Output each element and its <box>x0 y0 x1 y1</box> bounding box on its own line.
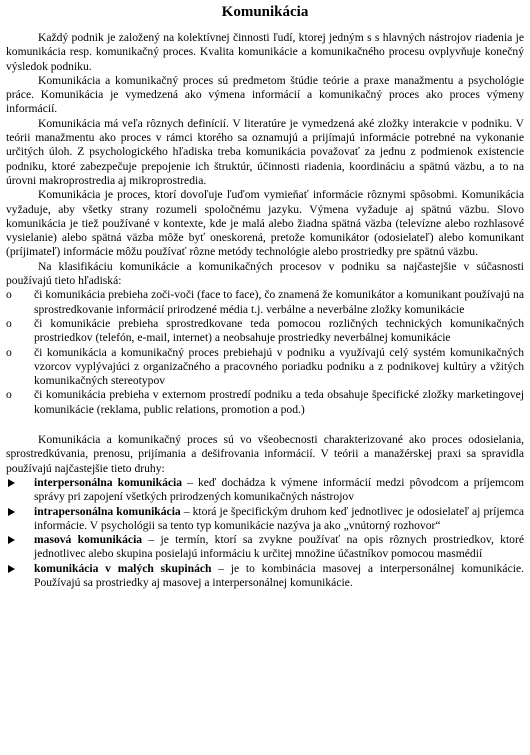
classification-list <box>6 288 524 417</box>
list-item <box>6 476 524 505</box>
type-term: masová komunikácia <box>34 533 143 547</box>
list-item-text: či komunikácia prebieha zoči-voči (face to face), čo znamená že komunikátor a komunikant používajú na sprostredkovanie informácií prirodzené média t.j. verbálne a neverbálne zložky komunikácie <box>34 288 524 316</box>
list-item <box>6 562 524 591</box>
type-term: interpersonálna komunikácia <box>34 475 183 489</box>
list-bullet-marker: o <box>6 288 12 302</box>
list-item <box>6 388 524 417</box>
arrow-bullet-icon <box>8 536 15 544</box>
arrow-bullet-icon <box>8 508 15 516</box>
type-term: komunikácia v malých skupinách <box>34 561 212 575</box>
document-title: Komunikácia <box>221 4 309 20</box>
paragraph-6: Komunikácia a komunikačný proces sú vo všeobecnosti charakterizované ako proces odosielania, sprostredkúvania, prenosu, prijímania a dešifrovania informácií. V teórii a manažérskej praxi sa spravidla používajú najčastejšie tieto druhy: <box>6 433 524 475</box>
paragraph-3: Komunikácia má veľa rôznych definícií. V literatúre je vymedzená aké zložky interakcie v podniku. V teórii manažmentu ako proces v rámci ktorého sa oznamujú a prijímajú informácie potrebné na vykonanie určitých úloh. Z psychologického hľadiska treba komunikácia považovať za jednu z podmienok existencie podniku, ktoré zabezpečuje prepojenie ich štruktúr, účinnosti riadenia, koordináciu a spätnú väzbu, a to na úrovni makroprostredia aj mikroprostredia. <box>6 116 524 187</box>
list-item <box>6 505 524 534</box>
list-item <box>6 288 524 317</box>
type-description: – je to kombinácia masovej a interpersonálnej komunikácie. Používajú sa prostriedky aj masovej a interpersonálnej komunikácie. <box>34 561 524 589</box>
type-term: intrapersonálna komunikácia <box>34 504 181 518</box>
paragraph-4: Komunikácia je proces, ktorí dovoľuje ľuďom vymieňať informácie rôznymi spôsobmi. Komunikácia vyžaduje, aby všetky strany rozumeli spoločnému jazyku. Výmena vyžaduje aj spätnú väzbu. Slovo komunikácia je tiež používané v kontexte, kde je malá alebo žiadna spätná väzba (televízne alebo rozhlasové vysielanie) alebo spätná väzba môže byť oneskorená, pretože komunikátor (odosielateľ) alebo komunikant (príjimateľ) informácie môžu používať rôzne metódy technológie alebo prostriedky pre spätnú väzbu. <box>6 188 524 259</box>
paragraph-1: Každý podnik je založený na kolektívnej činnosti ľudí, ktorej jedným s s hlavných nástrojov riadenia je komunikácia resp. komunikačný proces. Kvalita komunikácie a komunikačného procesu ovplyvňuje konečný výsledok podniku. <box>6 31 524 73</box>
list-item <box>6 317 524 346</box>
list-bullet-marker: o <box>6 316 12 330</box>
spacer <box>6 417 524 433</box>
arrow-bullet-icon <box>8 479 15 487</box>
list-item-text: či komunikácie prebieha sprostredkovane teda pomocou rozličných technických komunikačných prostriedkov (telefón, e-mail, internet) a neobsahuje prostriedky neverbálnej komunikácie <box>34 316 524 345</box>
list-bullet-marker: o <box>6 345 12 359</box>
type-description: – ktorá je špecifickým druhom keď jednotlivec je odosielateľ aj príjemca informácie. V psychológii sa tento typ komunikácie nazýva ja ako „vnútorný rozhovor“ <box>34 504 524 532</box>
list-item-text: či komunikácia prebieha v externom prostredí podniku a teda obsahuje špecifické zložky marketingovej komunikácie (reklama, public relations, promotion a pod.) <box>34 388 524 416</box>
list-item-text: či komunikácia a komunikačný proces prebiehajú v podniku a využívajú celý systém komunikačných vzorcov vyplývajúci z organizačného a pracovného poriadku podniku a z podnikovej kultúry a vžitých komunikačných stereotypov <box>34 345 524 388</box>
arrow-bullet-icon <box>8 565 15 573</box>
list-item <box>6 346 524 389</box>
paragraph-5: Na klasifikáciu komunikácie a komunikačných procesov v podniku sa najčastejšie v súčasnosti používajú tieto hľadiská: <box>6 259 524 288</box>
type-description: – je termín, ktorí sa zvykne používať na opis rôznych prostriedkov, ktoré jednotlivec alebo skupina posielajú informáciu k určitej množine účastníkov pomocou masmédií <box>34 533 524 561</box>
list-bullet-marker: o <box>6 388 12 402</box>
paragraph-2: Komunikácia a komunikačný proces sú predmetom štúdie teórie a praxe manažmentu a psychológie práce. Komunikácia je vymedzená ako výmena informácií a komunikačný proces ako proces výmeny informácií. <box>6 73 524 116</box>
list-item <box>6 533 524 562</box>
communication-types-list <box>6 476 524 590</box>
type-description: – keď dochádza k výmene informácií medzi pôvodcom a príjemcom správy pri zapojení všetkých prirodzených komunikačných nástrojov <box>34 475 524 504</box>
